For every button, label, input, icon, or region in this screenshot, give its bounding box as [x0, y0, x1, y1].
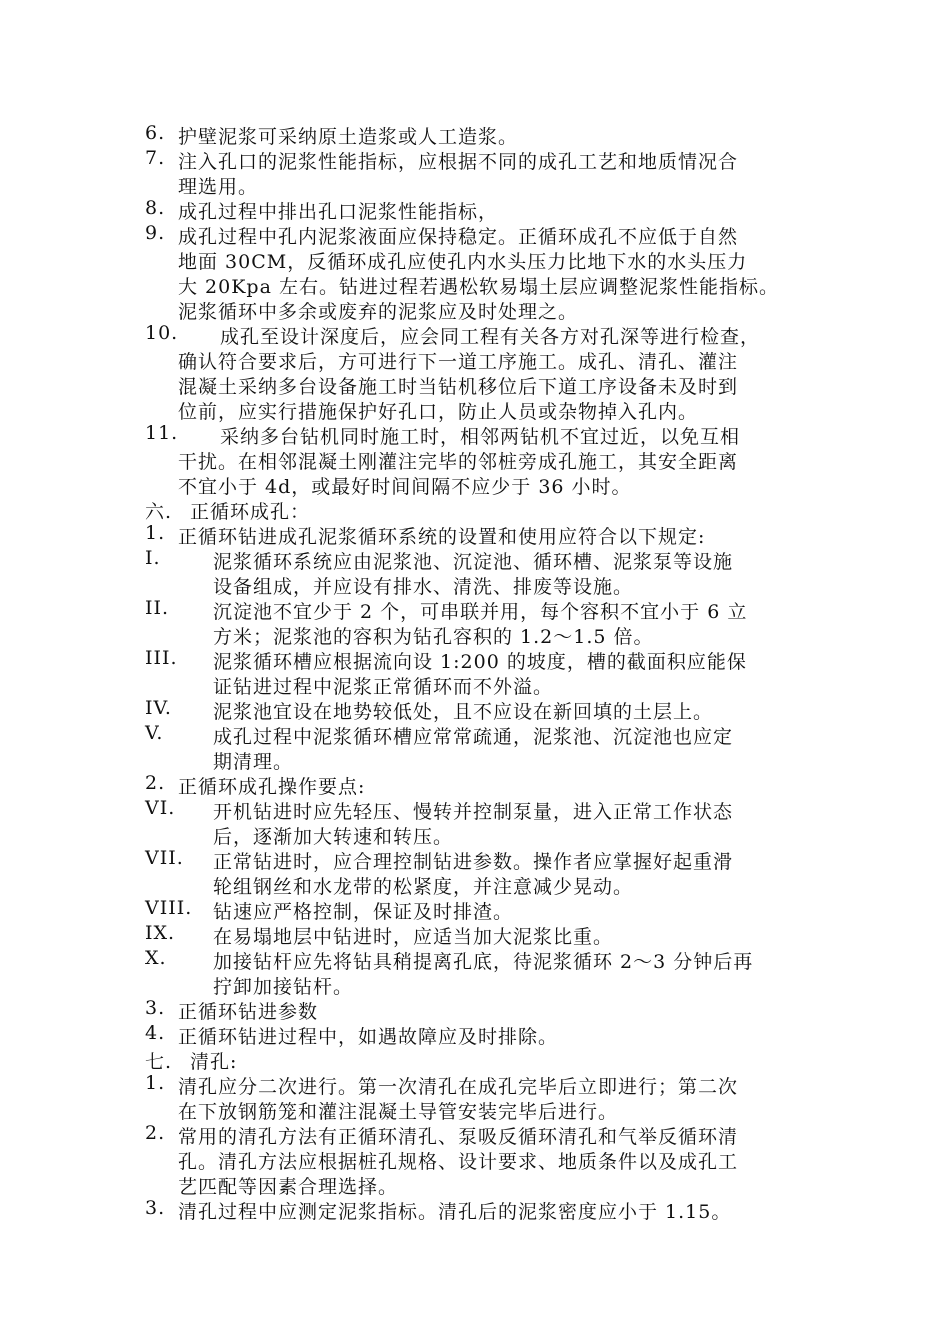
list-marker: 3. [145, 997, 166, 1019]
text-line: 加接钻杆应先将钻具稍提离孔底，待泥浆循环 2～3 分钟后再 [213, 951, 754, 973]
text-line: 期清理。 [213, 750, 294, 773]
text-line: 混凝土采纳多台设备施工时当钻机移位后下道工序设备未及时到 [178, 375, 739, 398]
list-marker: 2. [145, 772, 166, 794]
list-marker: 10. [145, 322, 179, 344]
text-line: 正循环成孔： [190, 501, 311, 523]
text-line: 正常钻进时，应合理控制钻进参数。操作者应掌握好起重滑 [213, 851, 734, 873]
text-line: 泥浆循环系统应由泥浆池、沉淀池、循环槽、泥浆泵等设施 [213, 551, 734, 573]
text-line: 成孔过程中排出孔口泥浆性能指标， [178, 201, 499, 223]
list-marker: 11. [145, 422, 179, 444]
list-marker: VII. [145, 847, 184, 869]
text-line: 开机钻进时应先轻压、慢转并控制泵量，进入正常工作状态 [213, 801, 734, 823]
list-marker: 3. [145, 1197, 166, 1219]
text-line: 正循环钻进成孔泥浆循环系统的设置和使用应符合以下规定: [178, 526, 706, 548]
list-marker: 2. [145, 1122, 166, 1144]
text-line: 泥浆循环中多余或废弃的泥浆应及时处理之。 [178, 300, 579, 323]
text-line: 成孔过程中泥浆循环槽应常常疏通，泥浆池、沉淀池也应定 [213, 726, 734, 748]
list-marker: X. [145, 947, 167, 969]
text-line: 正循环钻进参数 [178, 1001, 319, 1023]
list-marker: 8. [145, 197, 166, 219]
text-line: 成孔过程中孔内泥浆液面应保持稳定。正循环成孔不应低于自然 [178, 226, 739, 248]
text-line: 清孔应分二次进行。第一次清孔在成孔完毕后立即进行；第二次 [178, 1076, 739, 1098]
text-line: 理选用。 [178, 175, 259, 198]
text-line: 成孔至设计深度后，应会同工程有关各方对孔深等进行检查， [220, 326, 761, 348]
text-line: 钻速应严格控制，保证及时排渣。 [213, 901, 514, 923]
text-line: 采纳多台钻机同时施工时，相邻两钻机不宜过近，以免互相 [220, 426, 741, 448]
text-line: 干扰。在相邻混凝土刚灌注完毕的邻桩旁成孔施工，其安全距离 [178, 450, 739, 473]
list-marker: 七. [145, 1051, 173, 1073]
list-marker: VI. [145, 797, 176, 819]
text-line: 泥浆循环槽应根据流向设 1:200 的坡度，槽的截面积应能保 [213, 651, 747, 673]
list-marker: 4. [145, 1022, 166, 1044]
text-line: 轮组钢丝和水龙带的松紧度，并注意减少晃动。 [213, 875, 634, 898]
list-marker: I. [145, 547, 161, 569]
text-line: 拧卸加接钻杆。 [213, 975, 354, 998]
list-marker: II. [145, 597, 170, 619]
list-marker: 1. [145, 1072, 166, 1094]
text-line: 在易塌地层中钻进时，应适当加大泥浆比重。 [213, 926, 614, 948]
text-line: 不宜小于 4d，或最好时间间隔不应少于 36 小时。 [178, 475, 632, 498]
list-marker: VIII. [145, 897, 193, 919]
text-line: 正循环钻进过程中，如遇故障应及时排除。 [178, 1026, 559, 1048]
text-line: 后，逐渐加大转速和转压。 [213, 825, 454, 848]
text-line: 证钻进过程中泥浆正常循环而不外溢。 [213, 675, 554, 698]
text-line: 位前，应实行措施保护好孔口，防止人员或杂物掉入孔内。 [178, 400, 699, 423]
text-line: 艺匹配等因素合理选择。 [178, 1175, 399, 1198]
text-line: 孔。清孔方法应根据桩孔规格、设计要求、地质条件以及成孔工 [178, 1150, 739, 1173]
list-marker: 六. [145, 501, 173, 523]
list-marker: III. [145, 647, 178, 669]
text-line: 确认符合要求后，方可进行下一道工序施工。成孔、清孔、灌注 [178, 350, 739, 373]
text-line: 地面 30CM，反循环成孔应使孔内水头压力比地下水的水头压力 [178, 250, 748, 273]
list-marker: 6. [145, 122, 166, 144]
text-line: 常用的清孔方法有正循环清孔、泵吸反循环清孔和气举反循环清 [178, 1126, 739, 1148]
text-line: 注入孔口的泥浆性能指标，应根据不同的成孔工艺和地质情况合 [178, 151, 739, 173]
list-marker: V. [145, 722, 164, 744]
text-line: 在下放钢筋笼和灌注混凝土导管安装完毕后进行。 [178, 1100, 619, 1123]
text-line: 清孔: [190, 1051, 238, 1073]
list-marker: IX. [145, 922, 176, 944]
text-line: 清孔过程中应测定泥浆指标。清孔后的泥浆密度应小于 1.15。 [178, 1201, 732, 1223]
list-marker: 1. [145, 522, 166, 544]
text-line: 沉淀池不宜少于 2 个，可串联并用，每个容积不宜小于 6 立 [213, 601, 748, 623]
text-line: 护壁泥浆可采纳原土造浆或人工造浆。 [178, 126, 519, 148]
list-marker: 9. [145, 222, 166, 244]
text-line: 方米；泥浆池的容积为钻孔容积的 1.2～1.5 倍。 [213, 625, 654, 648]
text-line: 泥浆池宜设在地势较低处，且不应设在新回填的土层上。 [213, 701, 714, 723]
text-line: 设备组成，并应设有排水、清洗、排废等设施。 [213, 575, 634, 598]
text-line: 正循环成孔操作要点: [178, 776, 366, 798]
list-marker: 7. [145, 147, 166, 169]
text-line: 大 20Kpa 左右。钻进过程若遇松软易塌土层应调整泥浆性能指标。 [178, 275, 779, 298]
list-marker: IV. [145, 697, 172, 719]
